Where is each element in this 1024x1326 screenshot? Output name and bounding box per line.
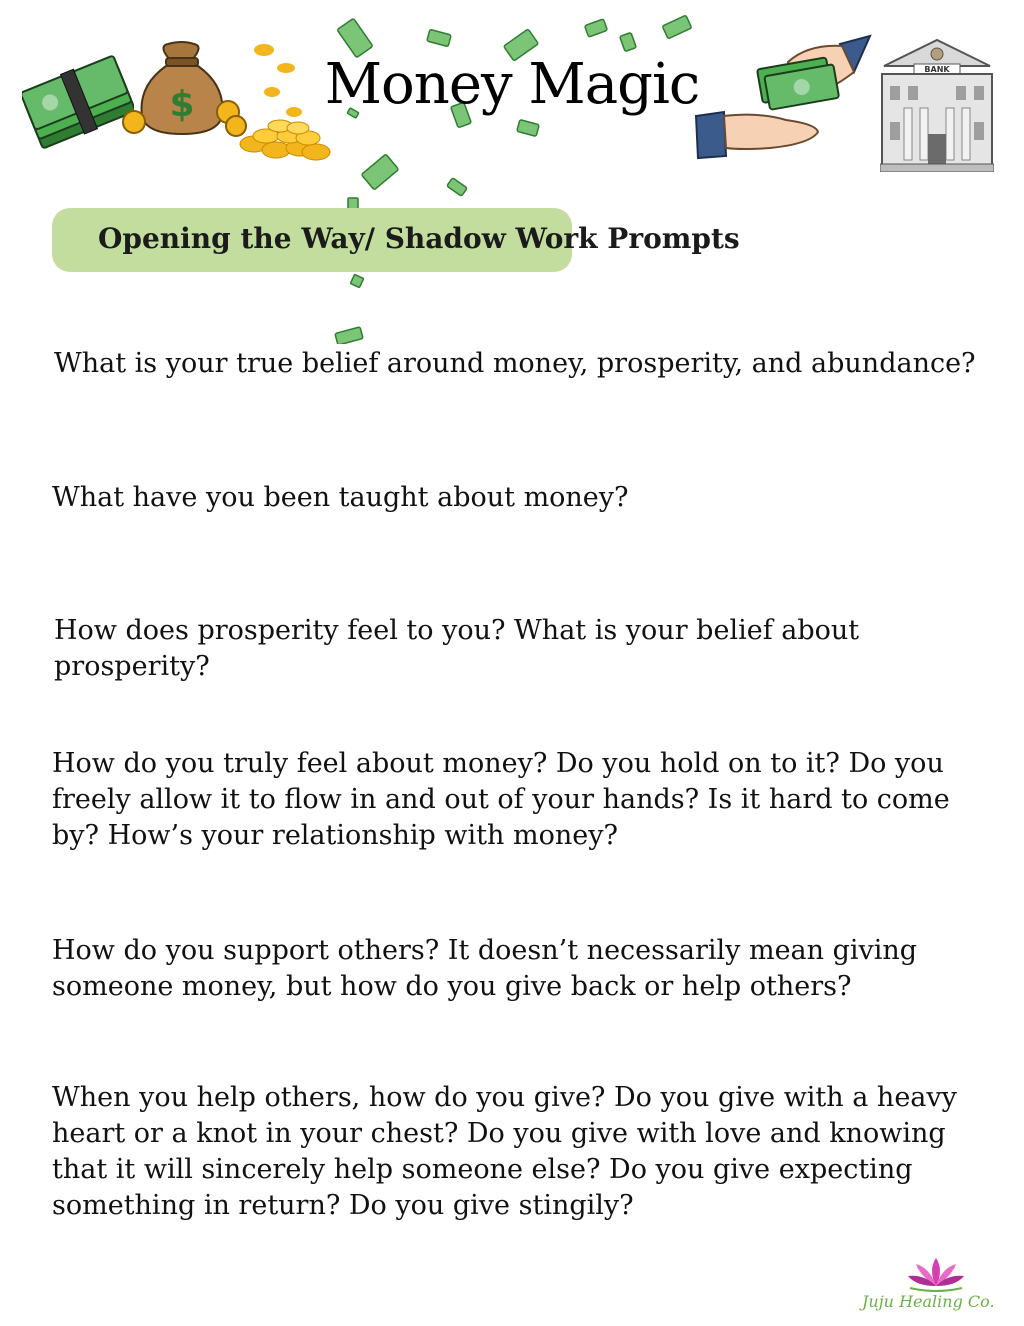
- prompt-3: How does prosperity feel to you? What is your belief about prosperity?: [54, 615, 860, 682]
- prompt-5: How do you support others? It doesn’t necessarily mean giving someone money, but how do you give back or help others?: [52, 935, 918, 1002]
- section-title: Opening the Way/ Shadow Work Prompts: [98, 222, 740, 255]
- prompt-4: How do you truly feel about money? Do you hold on to it? Do you freely allow it to flow in and out of your hands? Is it hard to come by? How’s your relationship with money?: [52, 748, 950, 851]
- page-title: Money Magic: [324, 52, 700, 117]
- prompt-2: What have you been taught about money?: [52, 482, 629, 513]
- prompt-1: What is your true belief around money, prosperity, and abundance?: [54, 348, 976, 379]
- brand-name: Juju Healing Co.: [862, 1292, 995, 1311]
- svg-text:BANK: BANK: [924, 65, 950, 74]
- lotus-logo-icon: [906, 1256, 966, 1292]
- prompt-6: When you help others, how do you give? Do you give with a heavy heart or a knot in your chest? Do you give with love and knowing that it will sincerely help someone else? Do you give expecting something in return? Do you give stingily?: [52, 1082, 957, 1221]
- svg-text:$: $: [169, 84, 195, 125]
